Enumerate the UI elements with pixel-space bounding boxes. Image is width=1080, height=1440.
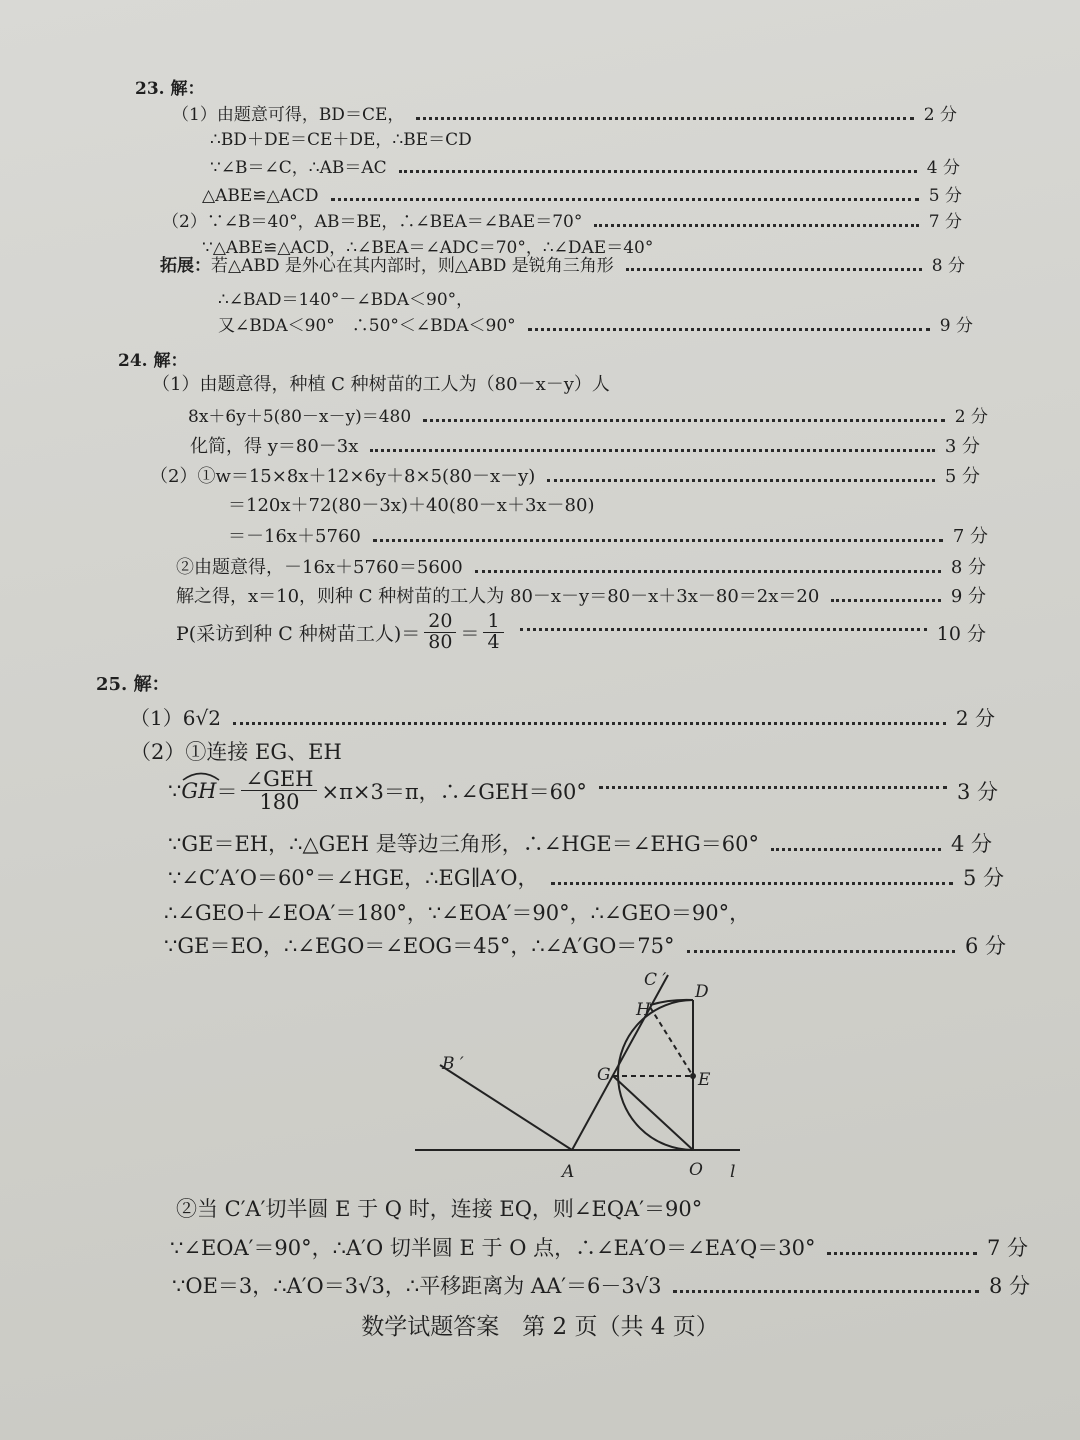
answer-text: 化简，得 y＝80－3x: [190, 436, 359, 457]
leader-dots: [475, 570, 941, 573]
leader-dots: [551, 882, 953, 885]
score-label: 5 分: [928, 186, 962, 206]
answer-line: [172, 1270, 1030, 1300]
answer-text: （2）∵∠B＝40°，AB＝BE，∴∠BEA＝∠BAE＝70°: [162, 212, 583, 232]
answer-line: [162, 207, 962, 233]
answer-line: [210, 125, 472, 150]
segment-he: [650, 1007, 693, 1076]
answer-line: [218, 285, 473, 310]
score-label: 6 分: [964, 934, 1006, 958]
score-label: 8 分: [988, 1274, 1030, 1298]
score-label: 8 分: [931, 256, 965, 276]
answer-text: 又∠BDA＜90° ∴50°＜∠BDA＜90°: [218, 316, 516, 336]
answer-line: [190, 432, 980, 458]
leader-dots: [599, 786, 947, 789]
leader-dots: [626, 268, 922, 271]
label-o: O: [689, 1160, 703, 1180]
leader-dots: [416, 117, 913, 120]
answer-line: [164, 897, 750, 927]
score-label: 7 分: [986, 1236, 1028, 1260]
label-a: A: [562, 1162, 575, 1182]
answer-line: [160, 251, 965, 277]
fraction-angle-over-180: $\frac{\text{∠GEH}}{180}$: [241, 768, 317, 813]
score-label: 9 分: [939, 316, 973, 336]
label-e: E: [698, 1070, 711, 1090]
leader-dots: [528, 328, 930, 331]
answer-text: ∵GE＝EH，∴△GEH 是等边三角形，∴∠HGE＝∠EHG＝60°: [168, 832, 759, 856]
score-label: 2 分: [923, 105, 957, 125]
answer-text: ＝－16x＋5760: [228, 526, 361, 547]
score-label: 3 分: [944, 436, 980, 457]
score-label: 5 分: [962, 866, 1004, 890]
leader-dots: [687, 950, 955, 953]
score-label: 9 分: [950, 586, 986, 607]
q24-probability-line: P(采访到种 C 种树苗工人)＝ $\frac{20}{80}$ ＝ $\frac{1}{4}$ 10 分: [176, 610, 986, 653]
answer-line: [164, 930, 1006, 960]
score-label: 4 分: [950, 832, 992, 856]
fraction-1-4: $\frac{1}{4}$: [483, 612, 503, 653]
page-footer: 数学试题答案 第 2 页（共 4 页）: [361, 1314, 719, 1340]
q25-line-2: （2）①连接 EG、EH: [130, 740, 342, 764]
arc-symbol-icon: [181, 771, 221, 781]
answer-line: [152, 370, 610, 396]
segment-ab: [440, 1065, 572, 1150]
answer-line: [188, 402, 988, 428]
answer-text: ∴∠BAD＝140°－∠BDA＜90°，: [218, 290, 474, 310]
answer-text: △ABE≌△ACD: [202, 186, 319, 206]
extension-label: 拓展：: [160, 256, 211, 276]
answer-text: ∵∠EOA′＝90°，∴A′O 切半圆 E 于 O 点，∴∠EA′O＝∠EA′Q＝30°: [170, 1236, 816, 1260]
answer-line: [150, 462, 980, 488]
answer-text: （1）由题意得，种植 C 种树苗的工人为（80－x－y）人: [152, 374, 610, 395]
label-l: l: [730, 1162, 736, 1182]
q25-line-3: ∵ GH ＝ $\frac{\text{∠GEH}}{180}$ ×π×3＝π，∴∠GEH＝60° 3 分: [168, 767, 998, 815]
answer-line: [168, 828, 992, 858]
answer-text: ∴BD＋DE＝CE＋DE，∴BE＝CD: [210, 130, 472, 150]
leader-dots: [827, 1252, 976, 1255]
label-d: D: [695, 982, 709, 1002]
answer-text: ∵△ABE≌△ACD，∴∠BEA＝∠ADC＝70°，∴∠DAE＝40°: [202, 238, 654, 258]
label-c: C ′: [644, 970, 667, 990]
answer-line: [210, 153, 960, 179]
answer-line: [176, 553, 986, 579]
leader-dots: [594, 224, 918, 227]
score-label: 5 分: [944, 466, 980, 487]
answer-line: [168, 862, 1004, 892]
answer-text: ＝120x＋72(80－3x)＋40(80－x＋3x－80): [228, 495, 595, 516]
answer-text: 解之得，x＝10，则种 C 种树苗的工人为 80－x－y＝80－x＋3x－80＝2x＝20: [176, 586, 820, 607]
q24-header: 24. 解：: [118, 351, 188, 371]
label-b: B ′: [442, 1054, 464, 1074]
answer-text: （1）由题意可得，BD＝CE，: [172, 105, 405, 125]
answer-text: ∵GE＝EO，∴∠EGO＝∠EOG＝45°，∴∠A′GO＝75°: [164, 934, 675, 958]
score-label: 7 分: [928, 212, 962, 232]
leader-dots: [331, 198, 919, 201]
q25-line-1: （1）6√2 2 分: [130, 706, 995, 730]
label-g: G: [597, 1065, 611, 1085]
leader-dots: [547, 479, 935, 482]
answer-line: [228, 491, 594, 517]
q25-header: 25. 解：: [96, 674, 170, 695]
q23-header: 23. 解：: [135, 79, 205, 99]
answer-text: ②当 C′A′切半圆 E 于 Q 时，连接 EQ，则∠EQA′＝90°: [176, 1197, 703, 1221]
fraction-20-80: $\frac{20}{80}$: [424, 612, 456, 653]
answer-text: 拓展：若△ABD 是外心在其内部时，则△ABD 是锐角三角形: [160, 256, 614, 276]
score-label: 7 分: [952, 526, 988, 547]
geometry-figure: [400, 965, 760, 1185]
leader-dots: [423, 419, 945, 422]
answer-text: ②由题意得，－16x＋5760＝5600: [176, 557, 463, 578]
answer-text: （2）①w＝15×8x＋12×6y＋8×5(80－x－y): [150, 466, 536, 487]
leader-dots: [771, 848, 941, 851]
leader-dots: [373, 539, 943, 542]
arc-gh: GH: [181, 779, 216, 803]
answer-text: 8x＋6y＋5(80－x－y)＝480: [188, 407, 412, 427]
answer-line: [170, 1232, 1028, 1262]
answer-text: ∴∠GEO＋∠EOA′＝180°，∵∠EOA′＝90°，∴∠GEO＝90°，: [164, 901, 751, 925]
leader-dots: [233, 722, 946, 725]
answer-line: [172, 100, 957, 126]
answer-line: [228, 522, 988, 548]
score-label: 4 分: [926, 158, 960, 178]
answer-line: [176, 582, 986, 608]
answer-text: ∵OE＝3，∴A′O＝3√3，∴平移距离为 AA′＝6－3√3: [172, 1274, 662, 1298]
semicircle: [618, 1000, 693, 1150]
leader-dots: [520, 628, 927, 631]
point-e: [690, 1073, 696, 1079]
leader-dots: [673, 1290, 978, 1293]
label-h: H: [636, 1000, 651, 1020]
score-label: 2 分: [954, 407, 988, 427]
answer-line: [218, 311, 973, 337]
score-label: 8 分: [950, 557, 986, 578]
leader-dots: [831, 599, 941, 602]
leader-dots: [370, 449, 934, 452]
leader-dots: [399, 170, 917, 173]
segment-ac: [572, 975, 668, 1150]
answer-line: [202, 181, 962, 207]
answer-line: [176, 1193, 702, 1223]
answer-text: ∵∠B＝∠C，∴AB＝AC: [210, 158, 387, 178]
answer-text: ∵∠C′A′O＝60°＝∠HGE，∴EG∥A′O，: [168, 866, 539, 890]
